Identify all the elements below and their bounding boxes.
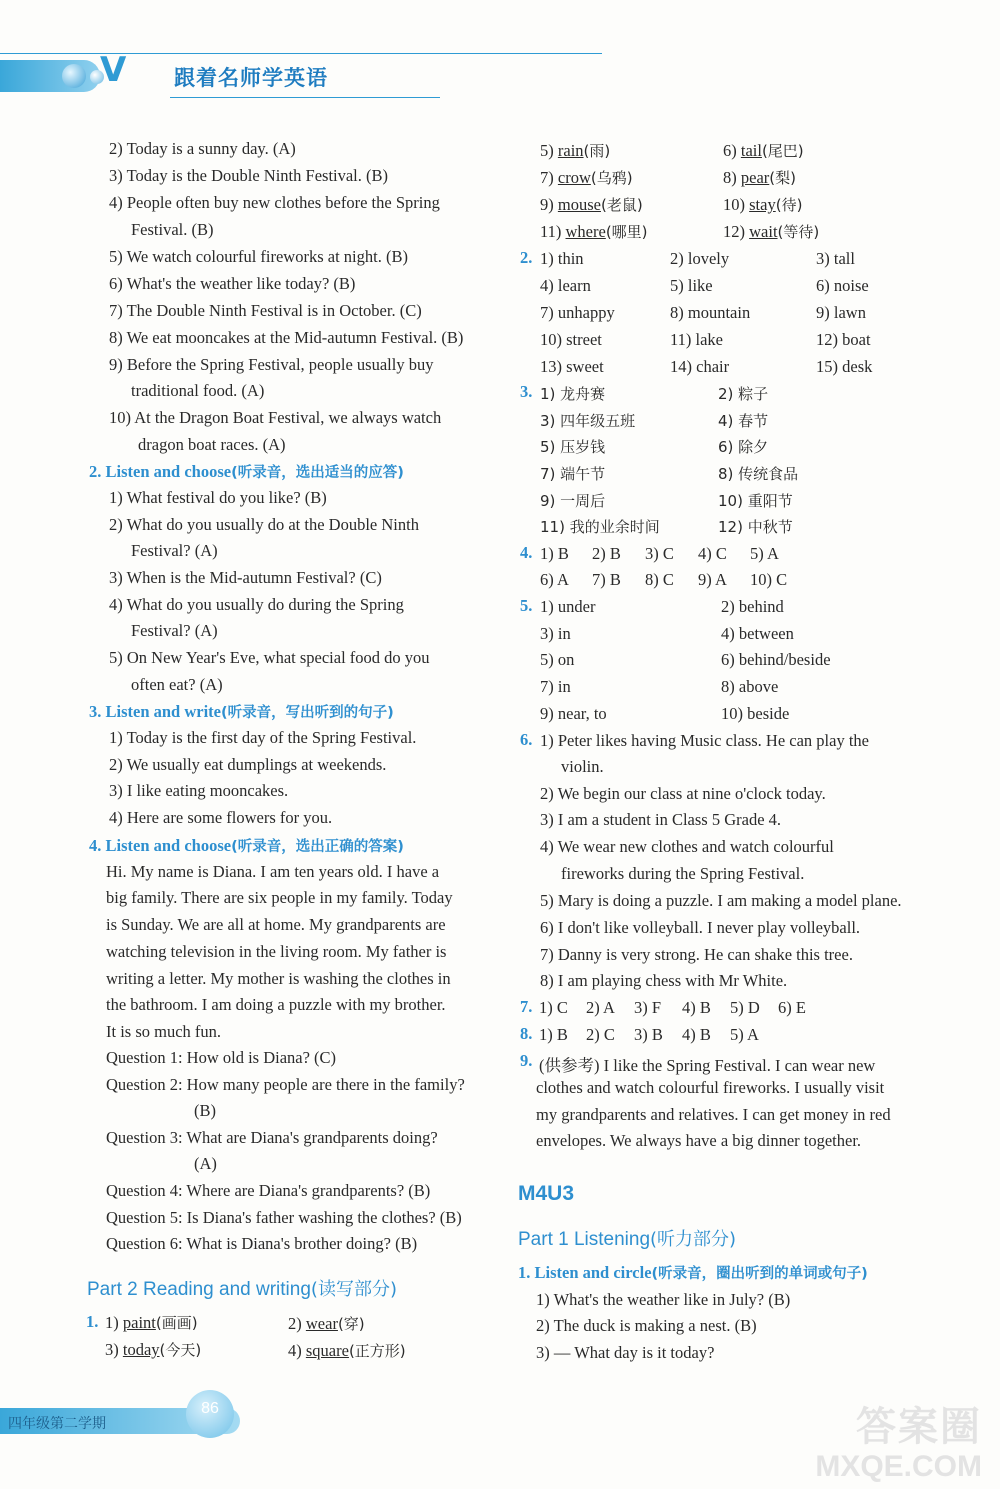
choice-answer: 3) F bbox=[634, 998, 662, 1017]
question-line: Question 4: Where are Diana's grandparents? (B) bbox=[106, 1181, 431, 1200]
word-answer: 10) street bbox=[540, 330, 602, 349]
preposition-answer: 9) near, to bbox=[540, 704, 607, 723]
answer-line: dragon boat races. (A) bbox=[138, 435, 286, 454]
answer-line: 4) People often buy new clothes before the Spring bbox=[109, 193, 440, 212]
choice-answer: 1) C bbox=[539, 998, 568, 1017]
sentence-answer: 6) I don't like volleyball. I never play volleyball. bbox=[540, 918, 861, 937]
bubble-icon bbox=[62, 64, 86, 88]
vocab-item: 3) today(今天) bbox=[105, 1340, 202, 1359]
preposition-answer: 8) above bbox=[721, 677, 779, 696]
answer-line: 4) What do you usually do during the Spring bbox=[109, 595, 404, 614]
answer-line: 5) We watch colourful fireworks at night. (B) bbox=[109, 247, 408, 266]
choice-answer: 10) C bbox=[750, 570, 788, 589]
translation-answer: 5) 压岁钱 bbox=[540, 438, 606, 456]
answer-line: 7) The Double Ninth Festival is in October. (C) bbox=[109, 301, 422, 320]
question-line: (A) bbox=[194, 1154, 217, 1173]
sentence-answer: 7) Danny is very strong. He can shake this tree. bbox=[540, 945, 853, 964]
choice-answer: 4) B bbox=[682, 1025, 711, 1044]
word-answer: 14) chair bbox=[670, 357, 730, 376]
choice-answer: 4) C bbox=[698, 544, 727, 563]
answer-line: 8) We eat mooncakes at the Mid-autumn Festival. (B) bbox=[109, 328, 464, 347]
item-number: 2. bbox=[520, 248, 533, 267]
answer-line: 1) What's the weather like in July? (B) bbox=[536, 1290, 791, 1309]
vocab-item: 8) pear(梨) bbox=[723, 168, 796, 187]
question-line: Question 3: What are Diana's grandparents doing? bbox=[106, 1128, 438, 1147]
preposition-answer: 2) behind bbox=[721, 597, 784, 616]
choice-answer: 2) A bbox=[586, 998, 615, 1017]
choice-answer: 2) B bbox=[592, 544, 621, 563]
preposition-answer: 6) behind/beside bbox=[721, 650, 831, 669]
word-answer: 8) mountain bbox=[670, 303, 751, 322]
word-answer: 2) lovely bbox=[670, 249, 730, 268]
preposition-answer: 5) on bbox=[540, 650, 575, 669]
part-heading: Part 1 Listening(听力部分) bbox=[518, 1229, 737, 1250]
translation-answer: 1) 龙舟赛 bbox=[540, 385, 606, 403]
item-number: 8. bbox=[520, 1024, 533, 1043]
choice-answer: 8) C bbox=[645, 570, 674, 589]
word-answer: 4) learn bbox=[540, 276, 591, 295]
answer-line: 2) The duck is making a nest. (B) bbox=[536, 1316, 757, 1335]
answer-line: Festival. (B) bbox=[131, 220, 214, 239]
answer-line: 3) — What day is it today? bbox=[536, 1343, 715, 1362]
answer-line: 1) What festival do you like? (B) bbox=[109, 488, 327, 507]
vocab-item: 1) paint(画画) bbox=[105, 1313, 198, 1332]
sentence-answer: 2) We begin our class at nine o'clock today. bbox=[540, 784, 826, 803]
word-answer: 15) desk bbox=[816, 357, 873, 376]
word-answer: 5) like bbox=[670, 276, 713, 295]
answer-line: 1) Today is the first day of the Spring Festival. bbox=[109, 728, 417, 747]
logo-v-icon: V bbox=[100, 50, 127, 90]
answer-line: 10) At the Dragon Boat Festival, we always watch bbox=[109, 408, 442, 427]
vocab-item: 6) tail(尾巴) bbox=[723, 141, 804, 160]
choice-answer: 2) C bbox=[586, 1025, 615, 1044]
watermark-logo: 答案圈 bbox=[856, 1404, 982, 1450]
writing-answer-line: clothes and watch colourful fireworks. I usually visit bbox=[536, 1078, 885, 1097]
preposition-answer: 10) beside bbox=[721, 704, 790, 723]
passage-line: is Sunday. We are all at home. My grandparents are bbox=[106, 915, 446, 934]
preposition-answer: 1) under bbox=[540, 597, 596, 616]
answer-line: 2) We usually eat dumplings at weekends. bbox=[109, 755, 387, 774]
preposition-answer: 7) in bbox=[540, 677, 571, 696]
word-answer: 6) noise bbox=[816, 276, 869, 295]
unit-heading: M4U3 bbox=[518, 1182, 575, 1205]
vocab-item: 9) mouse(老鼠) bbox=[540, 195, 643, 214]
vocab-item: 10) stay(待) bbox=[723, 195, 803, 214]
header-title: 跟着名师学英语 bbox=[174, 66, 328, 90]
answer-line: Festival? (A) bbox=[131, 621, 218, 640]
translation-answer: 11) 我的业余时间 bbox=[540, 518, 660, 536]
choice-answer: 5) A bbox=[750, 544, 779, 563]
answer-line: often eat? (A) bbox=[131, 675, 223, 694]
item-number: 9. bbox=[520, 1051, 533, 1070]
header-underline bbox=[170, 97, 440, 98]
choice-answer: 7) B bbox=[592, 570, 621, 589]
choice-answer: 5) A bbox=[730, 1025, 759, 1044]
page-number: 86 bbox=[201, 1400, 219, 1417]
question-line: Question 1: How old is Diana? (C) bbox=[106, 1048, 337, 1067]
preposition-answer: 4) between bbox=[721, 624, 794, 643]
item-number: 3. bbox=[520, 382, 533, 401]
writing-answer-line: my grandparents and relatives. I can get money in red bbox=[536, 1105, 891, 1124]
vocab-item: 11) where(哪里) bbox=[540, 222, 648, 241]
word-answer: 7) unhappy bbox=[540, 303, 615, 322]
vocab-item: 2) wear(穿) bbox=[288, 1314, 365, 1333]
word-answer: 9) lawn bbox=[816, 303, 866, 322]
watermark-url: MXQE.COM bbox=[815, 1450, 982, 1483]
question-line: (B) bbox=[194, 1101, 216, 1120]
section-title: 2. Listen and choose(听录音，选出适当的应答) bbox=[89, 462, 404, 481]
choice-answer: 6) E bbox=[778, 998, 806, 1017]
word-answer: 3) tall bbox=[816, 249, 855, 268]
writing-answer-line: envelopes. We always have a big dinner together. bbox=[536, 1131, 862, 1150]
translation-answer: 9) 一周后 bbox=[540, 492, 606, 510]
answer-line: 2) What do you usually do at the Double Ninth bbox=[109, 515, 419, 534]
answer-line: Festival? (A) bbox=[131, 541, 218, 560]
vocab-item: 4) square(正方形) bbox=[288, 1341, 406, 1360]
section-title: 4. Listen and choose(听录音，选出正确的答案) bbox=[89, 836, 404, 855]
answer-line: 4) Here are some flowers for you. bbox=[109, 808, 333, 827]
word-answer: 11) lake bbox=[670, 330, 723, 349]
part-heading: Part 2 Reading and writing(读写部分) bbox=[87, 1279, 397, 1300]
sentence-answer: 5) Mary is doing a puzzle. I am making a model plane. bbox=[540, 891, 902, 910]
choice-answer: 9) A bbox=[698, 570, 727, 589]
item-number: 1. bbox=[86, 1312, 99, 1331]
sentence-answer: 1) Peter likes having Music class. He can play the bbox=[540, 731, 869, 750]
passage-line: watching television in the living room. My father is bbox=[106, 942, 447, 961]
question-line: Question 6: What is Diana's brother doing? (B) bbox=[106, 1234, 418, 1253]
choice-answer: 6) A bbox=[540, 570, 569, 589]
sentence-answer: 3) I am a student in Class 5 Grade 4. bbox=[540, 810, 782, 829]
answer-line: 3) Today is the Double Ninth Festival. (B) bbox=[109, 166, 389, 185]
word-answer: 13) sweet bbox=[540, 357, 604, 376]
translation-answer: 6) 除夕 bbox=[718, 438, 769, 456]
sentence-answer: violin. bbox=[561, 757, 604, 776]
footer-grade-label: 四年级第二学期 bbox=[8, 1416, 106, 1432]
vocab-item: 7) crow(乌鸦) bbox=[540, 168, 633, 187]
item-number: 4. bbox=[520, 543, 533, 562]
passage-line: writing a letter. My mother is washing the clothes in bbox=[106, 969, 451, 988]
vocab-item: 12) wait(等待) bbox=[723, 222, 820, 241]
word-answer: 1) thin bbox=[540, 249, 584, 268]
answer-line: 6) What's the weather like today? (B) bbox=[109, 274, 356, 293]
writing-answer-line: (供参考) I like the Spring Festival. I can wear new bbox=[539, 1056, 876, 1075]
section-title: 3. Listen and write(听录音，写出听到的句子) bbox=[89, 702, 394, 721]
choice-answer: 1) B bbox=[540, 544, 569, 563]
answer-line: 5) On New Year's Eve, what special food do you bbox=[109, 648, 430, 667]
translation-answer: 2) 粽子 bbox=[718, 385, 769, 403]
translation-answer: 8) 传统食品 bbox=[718, 465, 799, 483]
item-number: 5. bbox=[520, 596, 533, 615]
choice-answer: 4) B bbox=[682, 998, 711, 1017]
sentence-answer: 4) We wear new clothes and watch colourful bbox=[540, 837, 834, 856]
translation-answer: 12) 中秋节 bbox=[718, 518, 793, 536]
translation-answer: 3) 四年级五班 bbox=[540, 412, 636, 430]
translation-answer: 10) 重阳节 bbox=[718, 492, 793, 510]
item-number: 7. bbox=[520, 997, 533, 1016]
answer-line: traditional food. (A) bbox=[131, 381, 265, 400]
answer-line: 3) I like eating mooncakes. bbox=[109, 781, 289, 800]
passage-line: big family. There are six people in my family. Today bbox=[106, 888, 453, 907]
passage-line: the bathroom. I am doing a puzzle with my brother. bbox=[106, 995, 446, 1014]
translation-answer: 4) 春节 bbox=[718, 412, 769, 430]
vocab-item: 5) rain(雨) bbox=[540, 141, 611, 160]
choice-answer: 3) C bbox=[645, 544, 674, 563]
choice-answer: 5) D bbox=[730, 998, 760, 1017]
word-answer: 12) boat bbox=[816, 330, 871, 349]
question-line: Question 2: How many people are there in the family? bbox=[106, 1075, 465, 1094]
preposition-answer: 3) in bbox=[540, 624, 571, 643]
sentence-answer: fireworks during the Spring Festival. bbox=[561, 864, 805, 883]
section-title: 1. Listen and circle(听录音，圈出听到的单词或句子) bbox=[518, 1263, 868, 1282]
choice-answer: 3) B bbox=[634, 1025, 663, 1044]
item-number: 6. bbox=[520, 730, 533, 749]
passage-line: It is so much fun. bbox=[106, 1022, 222, 1041]
answer-line: 9) Before the Spring Festival, people usually buy bbox=[109, 355, 434, 374]
answer-line: 3) When is the Mid-autumn Festival? (C) bbox=[109, 568, 382, 587]
answer-line: 2) Today is a sunny day. (A) bbox=[109, 139, 296, 158]
choice-answer: 1) B bbox=[539, 1025, 568, 1044]
translation-answer: 7) 端午节 bbox=[540, 465, 606, 483]
sentence-answer: 8) I am playing chess with Mr White. bbox=[540, 971, 788, 990]
header-rule bbox=[0, 53, 602, 54]
question-line: Question 5: Is Diana's father washing the clothes? (B) bbox=[106, 1208, 462, 1227]
passage-line: Hi. My name is Diana. I am ten years old. I have a bbox=[106, 862, 440, 881]
